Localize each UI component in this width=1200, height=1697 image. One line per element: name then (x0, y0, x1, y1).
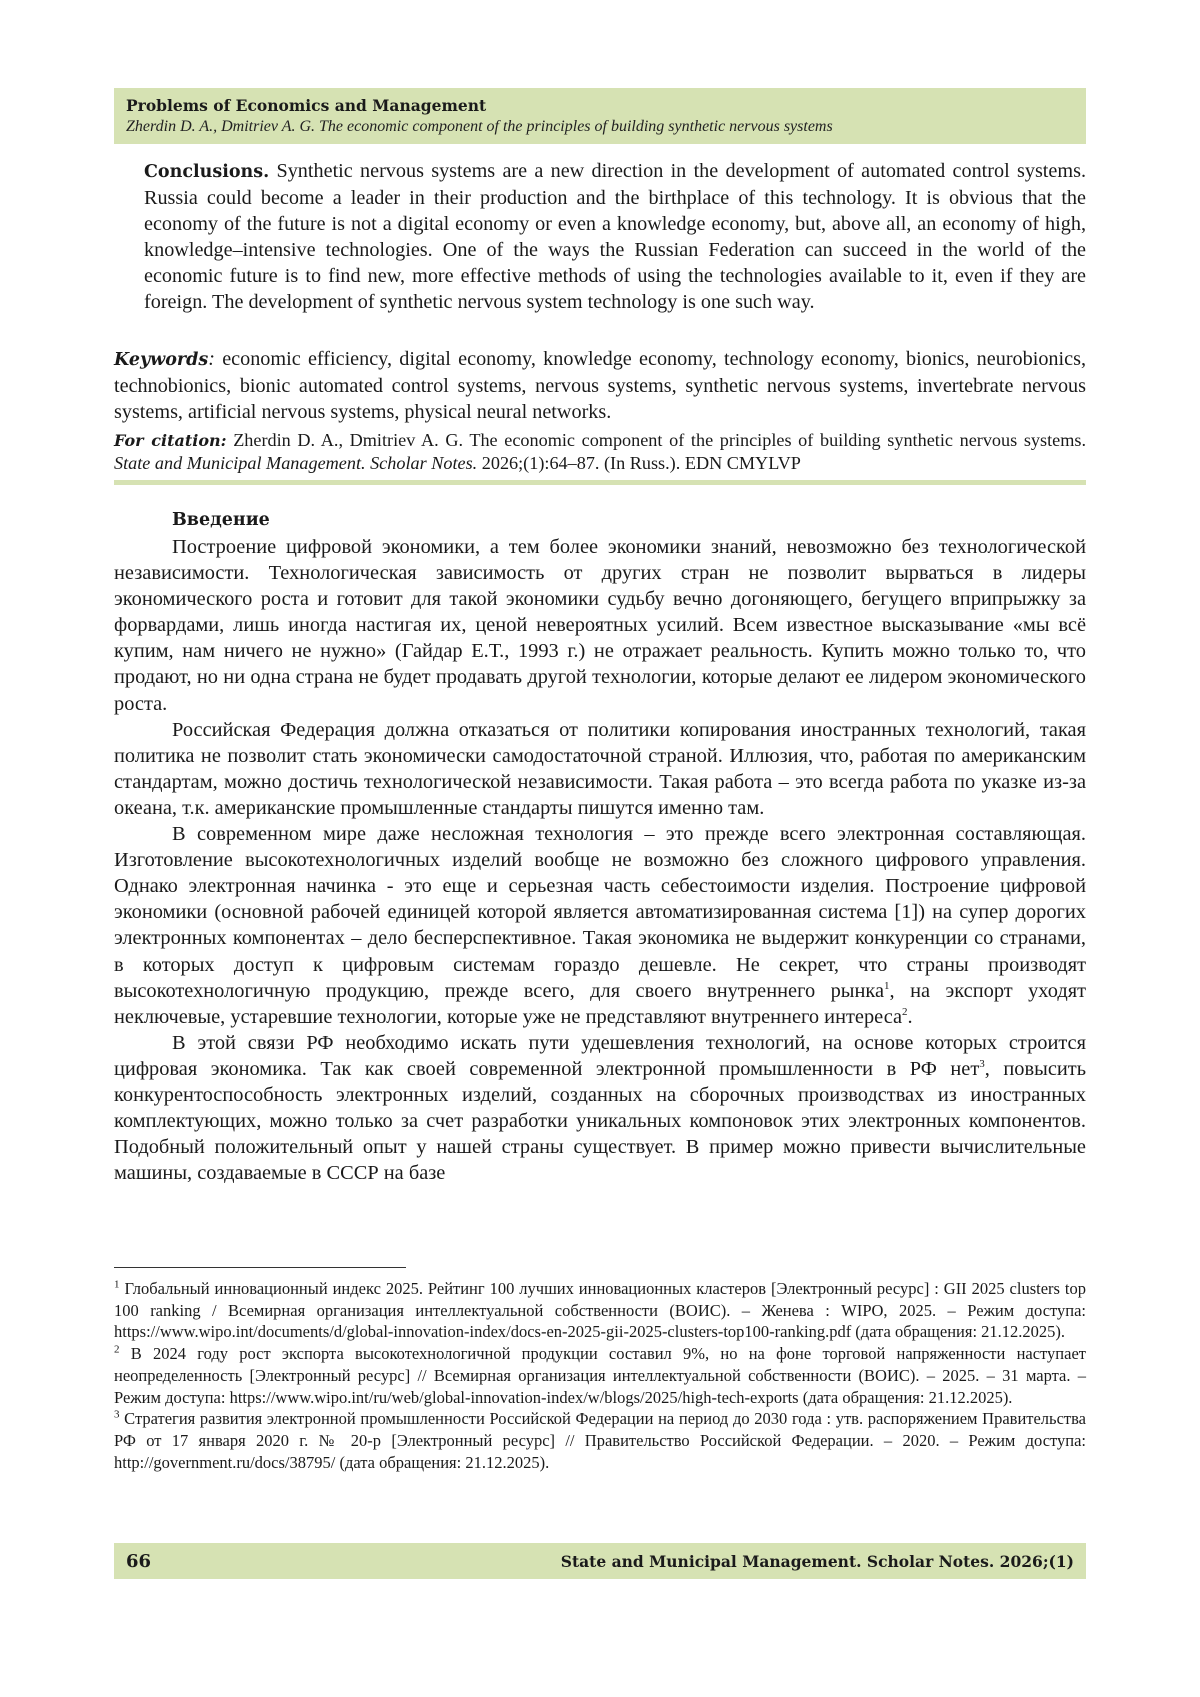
footnote-3-number: 3 (114, 1408, 120, 1421)
footer-journal-title: State and Municipal Management. Scholar Notes. 2026;(1) (560, 1551, 1074, 1571)
paragraph-3-part-a: В современном мире даже несложная технология – это прежде всего электронная составляющая. Изготовление высокотехнологичных изделий вообще не возможно без сложного цифрового управления. Однако электронная начинка - это еще и серьезная часть себестоимости изделия. Построение цифровой экономики (основной рабочей единицей которой является автоматизированная система [1]) на супер дорогих электронных компонентах – дело бесперспективное. Такая экономика не выдержит конкуренции со странами, в которых доступ к цифровым системам гораздо дешевле. Не секрет, что страны производят высокотехнологичную продукцию, прежде всего, для своего внутреннего рынка (114, 823, 1086, 1002)
footnote-1-number: 1 (114, 1278, 120, 1291)
footnote-2-number: 2 (114, 1343, 120, 1356)
running-article-title: Zherdin D. A., Dmitriev A. G. The economic component of the principles of building synthetic nervous systems (126, 118, 833, 135)
citation-details: 2026;(1):64–87. (In Russ.). EDN CMYLVP (477, 453, 801, 473)
footnote-2 (114, 1343, 1086, 1408)
keywords-colon: : (208, 348, 215, 370)
paragraph-4-part-b: , повысить конкурентоспособность электронных изделий, созданных на сборочных производствах из иностранных комплектующих, можно только за счет разработки уникальных компоновок этих электронных компонентов. Подобный положительный опыт у нашей страны существует. В пример можно привести вычислительные машины, создаваемые в СССР на базе (114, 1057, 1086, 1185)
footnote-3-text: Стратегия развития электронной промышленности Российской Федерации на период до 2030 года : утв. распоряжением Правительства РФ от 17 января 2020 г. № 20-р [Электронный ресурс] // Правительство Российской Федерации. – 2020. – Режим доступа: http://government.ru/docs/38795/ (дата обращения: 21.12.2025). (114, 1409, 1086, 1472)
section-heading-introduction: Введение (172, 510, 270, 530)
citation-block (114, 429, 1086, 475)
footnote-ref-1[interactable]: 1 (884, 979, 890, 992)
keywords-text: economic efficiency, digital economy, knowledge economy, technology economy, bionics, neurobionics, technobionics, bionic automated control systems, nervous systems, synthetic nervous systems, invertebrate nervous systems, artificial nervous systems, physical neural networks. (114, 348, 1086, 423)
journal-section-title: Problems of Economics and Management (126, 96, 487, 115)
footnote-ref-2[interactable]: 2 (902, 1005, 908, 1018)
footnote-ref-3[interactable]: 3 (979, 1058, 985, 1071)
footnote-1-text: Глобальный инновационный индекс 2025. Рейтинг 100 лучших инновационных кластеров [Электронный ресурс] : GII 2025 clusters top 100 ranking / Всемирная организация интеллектуальной собственности (ВОИС). – Женева : WIPO, 2025. – Режим доступа: https://www.wipo.int/documents/d/global-innovation-index/docs-en-2025-gii-2025-clusters-top100-ranking.pdf (дата обращения: 21.12.2025). (114, 1279, 1086, 1342)
paragraph-4 (114, 1030, 1086, 1187)
running-header (114, 88, 1086, 144)
page-footer (114, 1543, 1086, 1579)
footnote-separator (114, 1267, 406, 1268)
paragraph-3 (114, 821, 1086, 1030)
article-body (114, 534, 1086, 1186)
footnote-1 (114, 1278, 1086, 1343)
footnote-2-text: В 2024 году рост экспорта высокотехнологичной продукции составил 9%, но на фоне торговой напряженности наступает неопределенность [Электронный ресурс] // Всемирная организация интеллектуальной собственности (ВОИС). – 2025. – 31 марта. – Режим доступа: https://www.wipo.int/ru/web/global-innovation-index/w/blogs/2025/high-tech-exports (дата обращения: 21.12.2025). (114, 1344, 1086, 1407)
page-number: 66 (126, 1550, 152, 1572)
paragraph-3-part-b: , на экспорт уходят неключевые, устаревшие технологии, которые уже не представляют внутреннего интереса (114, 979, 1086, 1028)
keywords-label: Keywords (114, 350, 209, 370)
conclusions-text: Synthetic nervous systems are a new direction in the development of automated control systems. Russia could become a leader in their production and the birthplace of this technology. It is obvious that the economy of the future is not a digital economy or even a knowledge economy, but, above all, an economy of high, knowledge–intensive technologies. One of the ways the Russian Federation can succeed in the world of the economic future is to find new, more effective methods of using the technologies available to it, even if they are foreign. The development of synthetic nervous system technology is one such way. (144, 160, 1086, 313)
footnote-3 (114, 1408, 1086, 1473)
abstract-conclusions (144, 158, 1086, 315)
keywords-block (114, 346, 1086, 425)
paragraph-4-part-a: В этой связи РФ необходимо искать пути удешевления технологий, на основе которых строится цифровая экономика. Так как своей современной электронной промышленности в РФ нет (114, 1031, 1086, 1080)
paragraph-2: Российская Федерация должна отказаться от политики копирования иностранных технологий, такая политика не позволит стать экономически самодостаточной страной. Иллюзия, что, работая по американским стандартам, можно достичь технологической независимости. Такая работа – это всегда работа по указке из-за океана, т.к. американские промышленные стандарты пишутся именно там. (114, 718, 1086, 819)
paragraph-1: Построение цифровой экономики, а тем более экономики знаний, невозможно без технологической независимости. Технологическая зависимость от других стран не позволит вырваться в лидеры экономического роста и готовит для такой экономики судьбу вечно догоняющего, бегущего вприпрыжку за форвардами, лишь иногда настигая их, ценой невероятных усилий. Всем известное высказывание «мы всё купим, нам ничего не нужно» (Гайдар Е.Т., 1993 г.) не отражает реальность. Купить можно только то, что продают, но ни одна страна не будет продавать другой технологии, которые делают ее лидером экономического роста. (114, 536, 1086, 715)
citation-authors: Zherdin D. A., Dmitriev A. G. The economic component of the principles of building synthetic nervous systems. (226, 430, 1086, 450)
citation-journal: State and Municipal Management. Scholar Notes. (114, 453, 478, 473)
section-divider (114, 480, 1086, 485)
citation-label: For citation: (114, 431, 227, 450)
conclusions-label: Conclusions. (144, 162, 270, 182)
paragraph-3-part-c: . (907, 1005, 913, 1028)
footnotes (114, 1278, 1086, 1473)
